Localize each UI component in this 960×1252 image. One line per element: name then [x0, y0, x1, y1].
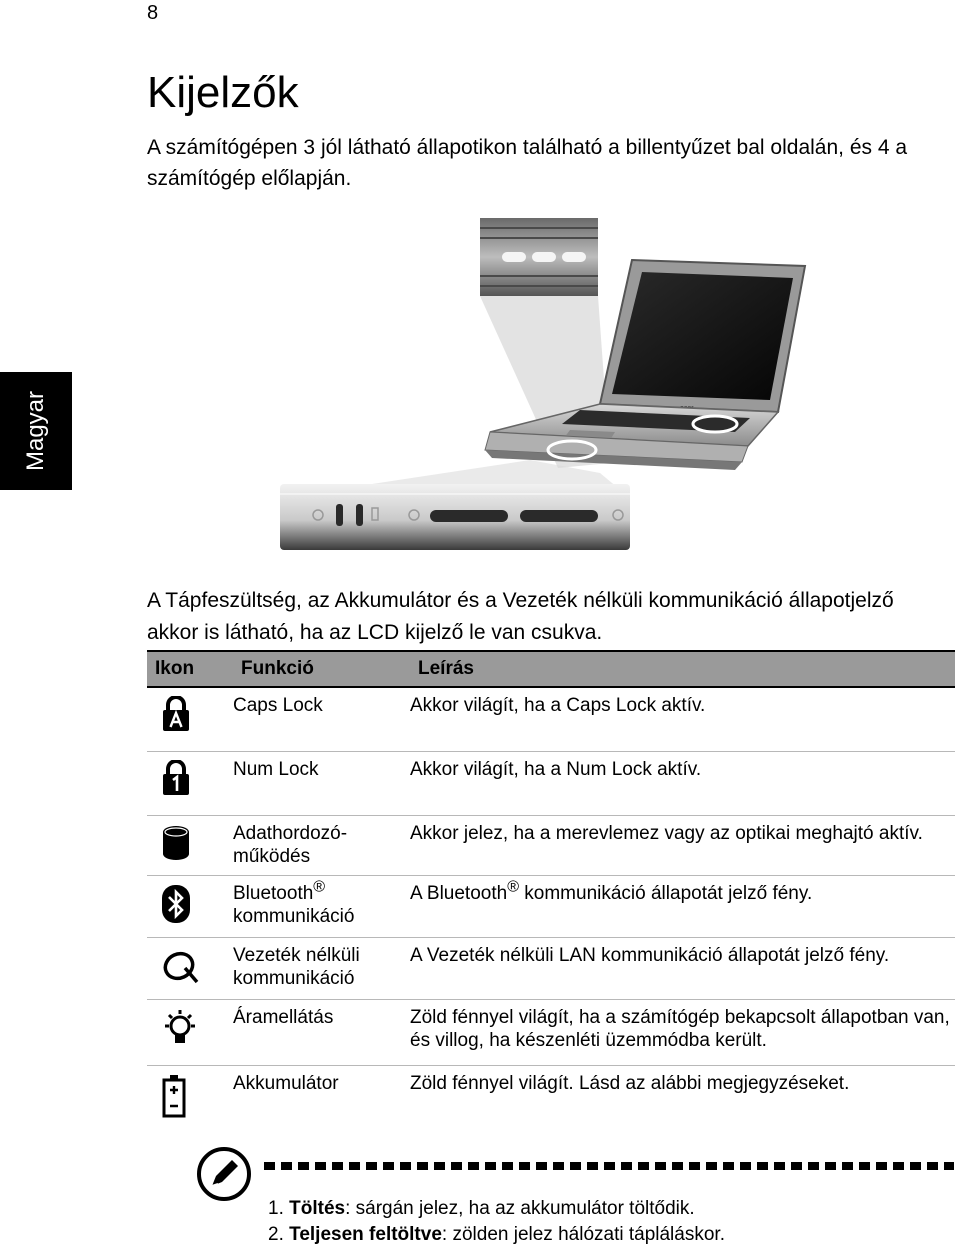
language-side-tab [0, 372, 72, 490]
bluetooth-function-label: Bluetooth [233, 882, 314, 904]
bluetooth-description-prefix: A Bluetooth [410, 882, 508, 904]
note-number: 1. [268, 1198, 284, 1219]
note-number: 2. [268, 1224, 284, 1245]
table-row [147, 999, 955, 1065]
note-divider [264, 1162, 954, 1170]
function-cell: Caps Lock [233, 687, 410, 751]
function-cell: Áramellátás [233, 999, 410, 1065]
front-indicator-zoom [280, 484, 630, 550]
battery-icon [161, 1074, 187, 1118]
hdd-icon [161, 824, 191, 862]
note-term: Töltés [289, 1198, 346, 1219]
num-lock-icon [161, 760, 191, 796]
note-icon [196, 1146, 252, 1202]
description-cell: Zöld fénnyel világít. Lásd az alábbi megjegyzéseket. [410, 1072, 850, 1094]
icon-cell [147, 937, 233, 999]
bluetooth-function-label-line2: kommunikáció [233, 905, 355, 927]
header-icon: Ikon [147, 651, 233, 687]
function-cell [233, 875, 410, 937]
side-tab-label: Magyar [22, 390, 49, 472]
wireless-icon [161, 946, 201, 986]
list-item [268, 1222, 725, 1248]
page-title: Kijelzők [147, 68, 299, 117]
function-cell: Num Lock [233, 751, 410, 815]
function-cell: Vezeték nélküli kommunikáció [233, 937, 410, 999]
icon-cell [147, 815, 233, 875]
icon-cell [147, 1065, 233, 1135]
intro-paragraph: A számítógépen 3 jól látható állapotikon található a billentyűzet bal oldalán, és 4 a számítógép előlapján. [147, 136, 908, 190]
caps-lock-icon [161, 696, 191, 732]
description-cell: Zöld fénnyel világít, ha a számítógép bekapcsolt állapotban van, és villog, ha készenléti üzemmódba került. [410, 999, 955, 1065]
table-row [147, 937, 955, 999]
header-description: Leírás [410, 651, 955, 687]
table-row [147, 751, 955, 815]
icon-cell [147, 875, 233, 937]
function-cell: Adathordozó-működés [233, 815, 410, 875]
indicator-table [147, 650, 955, 1135]
power-icon [161, 1008, 199, 1048]
icon-cell [147, 999, 233, 1065]
bluetooth-description-suffix: kommunikáció állapotát jelző fény. [519, 882, 813, 904]
note-text: : sárgán jelez, ha az akkumulátor töltődik. [345, 1198, 695, 1219]
notes-list [268, 1196, 725, 1248]
lid-closed-note: A Tápfeszültség, az Akkumulátor és a Vezeték nélküli kommunikáció állapotjelző akkor is látható, ha az LCD kijelző le van csukva. [147, 589, 894, 644]
icon-cell [147, 687, 233, 751]
keyboard-indicator-zoom [480, 218, 598, 296]
bluetooth-icon [161, 884, 191, 924]
note-term: Teljesen feltöltve [289, 1224, 442, 1245]
header-function: Funkció [233, 651, 410, 687]
registered-mark: ® [313, 878, 326, 896]
description-cell: Akkor jelez, ha a merevlemez vagy az optikai meghajtó aktív. [410, 815, 955, 875]
note-text: : zölden jelez hálózati tápláláskor. [441, 1224, 725, 1245]
table-header-row [147, 651, 955, 687]
table-row [147, 815, 955, 875]
table-row [147, 1065, 955, 1135]
list-item [268, 1196, 725, 1222]
registered-mark: ® [507, 878, 519, 896]
function-cell: Akkumulátor [233, 1072, 339, 1094]
description-cell: Akkor világít, ha a Caps Lock aktív. [410, 687, 955, 751]
icon-cell [147, 751, 233, 815]
description-cell [410, 875, 955, 937]
table-row [147, 875, 955, 937]
page-number: 8 [147, 2, 159, 24]
description-cell: Akkor világít, ha a Num Lock aktív. [410, 751, 955, 815]
description-cell: A Vezeték nélküli LAN kommunikáció állapotát jelző fény. [410, 937, 955, 999]
laptop-indicators-illustration [280, 218, 960, 554]
table-row [147, 687, 955, 751]
